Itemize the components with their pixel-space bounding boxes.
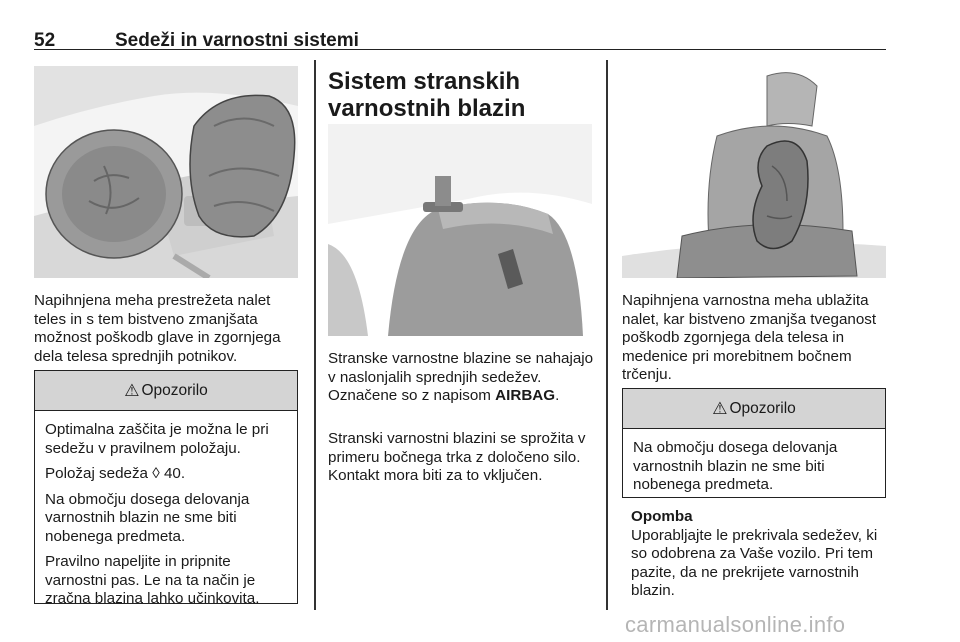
watermark-text: carmanualsonline.info <box>625 612 846 637</box>
side-airbag-heading: Sistem stranskih varnostnih blazin <box>328 68 526 122</box>
note-title: Opomba <box>631 508 693 525</box>
front-airbags-caption: Napihnjena meha prestrežeta nalet teles in s tem bistveno zmanjšata možnost poškodb glave in zgornjega dela telesa sprednjih potnikov. <box>34 292 281 365</box>
column-divider-1 <box>314 60 316 610</box>
column-divider-2 <box>606 60 608 610</box>
warning-text: Položaj sedeža ◊ 40. <box>45 465 186 482</box>
front-airbags-photo <box>34 66 298 278</box>
side-airbag-caption: Napihnjena varnostna meha ublažita nalet, kar bistveno zmanjša tveganost poškodb zgornjega dela telesa in medenice pri morebitnem bočnem trčenju. <box>622 292 877 383</box>
side-airbag-location-text <box>328 350 596 406</box>
warning-text: Pravilno napeljite in pripnite varnostni pas. Le na ta način je zračna blazina lahko učinkovita. <box>45 553 260 607</box>
airbag-label-text: AIRBAG <box>495 387 556 404</box>
side-airbag-location-suffix: . <box>555 387 560 404</box>
warning-header <box>623 389 885 429</box>
warning-body <box>623 429 885 495</box>
seat-airbag-label-photo <box>328 124 592 336</box>
warning-title: Opozorilo <box>729 399 796 417</box>
warning-title: Opozorilo <box>141 381 208 399</box>
warning-box-1 <box>34 370 298 607</box>
warning-triangle-icon: ⚠ <box>124 380 140 400</box>
warning-text: Optimalna zaščita je možna le pri sedežu v pravilnem položaju. <box>45 421 269 457</box>
warning-triangle-icon: ⚠ <box>712 398 728 418</box>
page-number: 52 <box>34 30 56 51</box>
page-header <box>34 10 886 50</box>
warning-text: Na območju dosega delovanja varnostnih blazin ne sme biti nobenega predmeta. <box>45 490 250 545</box>
side-airbag-deploy-text: Stranski varnostni blazini se sprožita v primeru bočnega trka z določeno silo. Kontakt mora biti za to vključen. <box>328 430 586 484</box>
side-airbag-seat-photo <box>622 66 886 278</box>
warning-box-2 <box>622 388 886 498</box>
warning-header <box>35 371 297 411</box>
note-block <box>631 508 885 601</box>
note-text: Uporabljajte le prekrivala sedežev, ki so odobrena za Vaše vozilo. Pri tem pazite, da ne prekrijete varnostnih blazin. <box>631 526 878 599</box>
warning-text: Na območju dosega delovanja varnostnih blazin ne sme biti nobenega predmeta. <box>633 439 838 493</box>
section-title: Sedeži in varnostni sistemi <box>115 30 359 51</box>
side-airbag-location-prefix: Stranske varnostne blazine se nahajajo v naslonjalih sprednjih sedežev. Označene so z napisom <box>328 350 594 404</box>
warning-body <box>35 411 297 609</box>
